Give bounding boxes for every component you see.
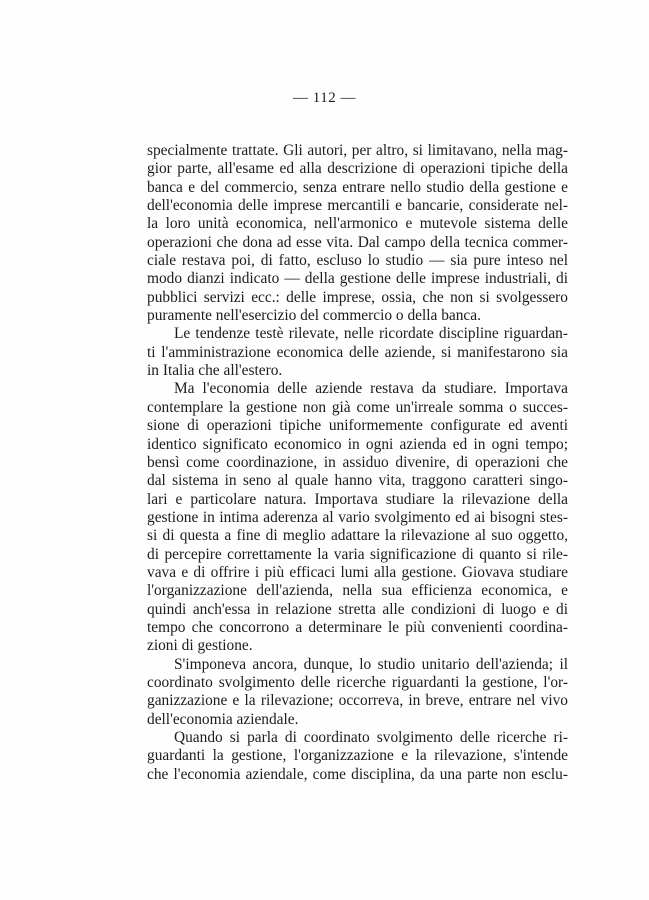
text-line: ciale restava poi, di fatto, escluso lo studio — sia pure inteso nel: [147, 252, 568, 270]
text-line: dell'economia aziendale.: [147, 710, 299, 728]
text-line: lari e particolare natura. Importava studiare la rilevazione della: [147, 490, 568, 508]
text-line: gestione in intima aderenza al vario svolgimento ed ai bisogni stes-: [147, 508, 568, 526]
text-line: guardanti la gestione, l'organizzazione e la rilevazione, s'intende: [147, 747, 568, 765]
paragraph-5: [147, 729, 568, 784]
text-line: Le tendenze testè rilevate, nelle ricordate discipline riguardan-: [174, 325, 568, 343]
text-line: la loro unità economica, nell'armonico e mutevole sistema delle: [147, 215, 568, 233]
text-line: contemplare la gestione non già come un'irreale somma o succes-: [147, 398, 568, 416]
text-line: gior parte, all'esame ed alla descrizione di operazioni tipiche della: [147, 160, 568, 178]
paragraph-1: [147, 142, 568, 325]
text-line: identico significato economico in ogni azienda ed in ogni tempo;: [147, 435, 568, 453]
text-line: che l'economia aziendale, come disciplina, da una parte non esclu-: [147, 765, 568, 783]
body-text: [147, 142, 568, 784]
text-line: specialmente trattate. Gli autori, per altro, si limitavano, nella mag-: [147, 142, 568, 159]
text-line: ti l'amministrazione economica delle aziende, si manifestarono sia: [147, 343, 568, 361]
text-line: si di questa a fine di meglio adattare la rilevazione al suo oggetto,: [147, 527, 568, 545]
text-line: S'imponeva ancora, dunque, lo studio unitario dell'azienda; il: [174, 655, 568, 673]
text-line: ganizzazione e la rilevazione; occorreva, in breve, entrare nel vivo: [147, 692, 568, 710]
text-line: banca e del commercio, senza entrare nello studio della gestione e: [147, 178, 568, 196]
text-line: dell'economia delle imprese mercantili e bancarie, considerate nel-: [147, 197, 568, 215]
text-line: sione di operazioni tipiche uniformemente configurate ed aventi: [147, 417, 568, 435]
text-line: Quando si parla di coordinato svolgimento delle ricerche ri-: [174, 729, 568, 746]
text-line: vava e di offrire i più efficaci lumi alla gestione. Giovava studiare: [147, 563, 568, 581]
text-line: coordinato svolgimento delle ricerche riguardanti la gestione, l'or-: [147, 673, 568, 691]
text-line: in Italia che all'estero.: [147, 362, 283, 380]
text-line: operazioni che dona ad esse vita. Dal campo della tecnica commer-: [147, 233, 568, 251]
text-line: zioni di gestione.: [147, 637, 253, 655]
text-line: dal sistema in seno al quale hanno vita, traggono caratteri singo-: [147, 472, 568, 490]
paragraph-3: [147, 380, 568, 655]
text-line: puramente nell'esercizio del commercio o della banca.: [147, 307, 481, 325]
text-line: quindi anch'essa in relazione stretta alle condizioni di luogo e di: [147, 600, 568, 618]
text-line: di percepire correttamente la varia significazione di quanto si rile-: [147, 545, 568, 563]
paragraph-4: [147, 656, 568, 729]
text-line: l'organizzazione dell'azienda, nella sua efficienza economica, e: [147, 582, 568, 600]
text-line: modo dianzi indicato — della gestione delle imprese industriali, di: [147, 270, 568, 288]
text-line: bensì come coordinazione, in assiduo divenire, di operazioni che: [147, 453, 568, 471]
page-number: — 112 —: [293, 90, 356, 106]
text-line: Ma l'economia delle aziende restava da studiare. Importava: [174, 380, 568, 398]
text-line: tempo che concorrono a determinare le più convenienti coordina-: [147, 618, 568, 636]
paragraph-2: [147, 325, 568, 380]
text-line: pubblici servizi ecc.: delle imprese, ossia, che non si svolgessero: [147, 288, 568, 306]
